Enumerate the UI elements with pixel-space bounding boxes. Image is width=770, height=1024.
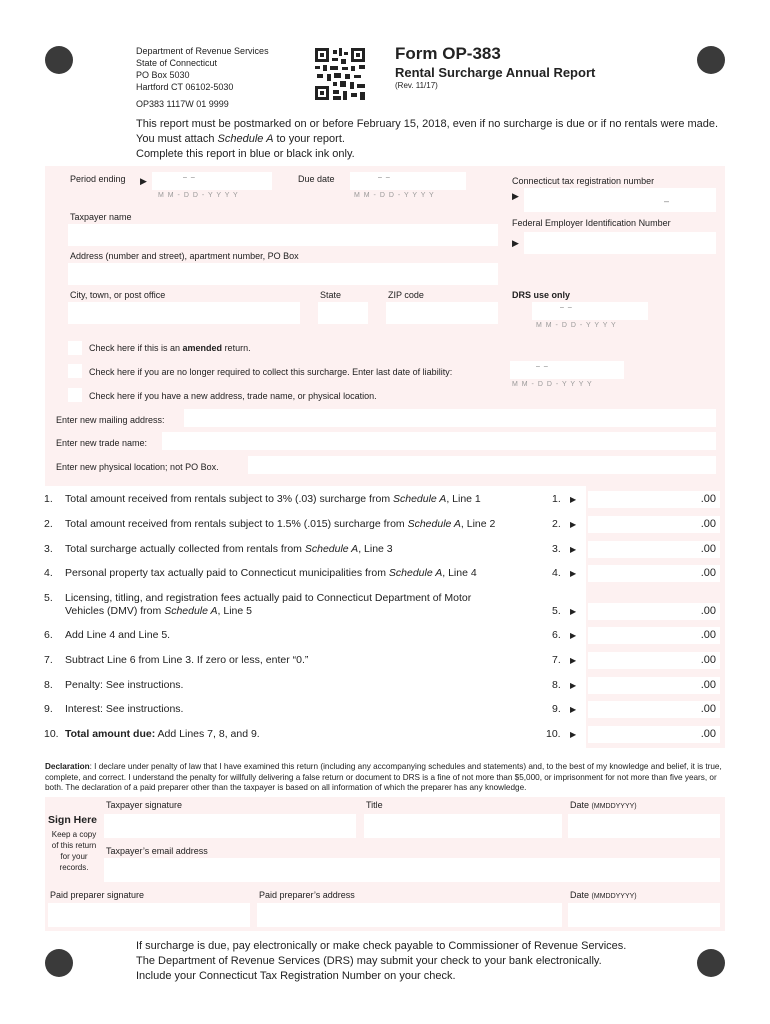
last-liability-date-input[interactable]: [510, 361, 624, 379]
preparer-address-label: Paid preparer’s address: [259, 890, 355, 900]
line-ref: 5.: [552, 605, 561, 617]
line-5-label: Licensing, titling, and registration fees actually paid to Connecticut Department of Motor: [65, 592, 472, 604]
keep-copy-line: of this return: [51, 841, 97, 850]
date-text: Date: [570, 800, 590, 810]
keep-copy-line: Keep a copy: [51, 830, 97, 839]
check-text: return.: [222, 343, 251, 353]
new-physical-label: Enter new physical location; not PO Box.: [56, 462, 219, 472]
amended-checkbox[interactable]: [68, 341, 82, 355]
dept-address: [136, 45, 269, 93]
state-input[interactable]: [318, 302, 368, 324]
line-2-label: [65, 518, 495, 530]
date-dashes: – –: [183, 174, 196, 181]
check-text: Check here if this is an: [89, 343, 183, 353]
line-ref: 10.: [546, 728, 561, 740]
line-text: Vehicles (DMV) from: [65, 605, 165, 617]
date-label: [570, 800, 637, 810]
footer-line: The Department of Revenue Services (DRS) may submit your check to your bank electronically.: [136, 955, 602, 967]
date-dashes: – –: [536, 363, 549, 370]
registration-mark-top-left: [45, 46, 73, 74]
revision: (Rev. 11/17): [395, 81, 438, 90]
keep-copy-line: for your: [60, 852, 88, 861]
keep-copy-note: [46, 829, 102, 873]
arrow-icon: ▶: [140, 176, 147, 186]
line-1-amount[interactable]: .00: [588, 491, 720, 508]
declaration-text: : I declare under penalty of law that I have examined this return (including any accompanying schedules and statements) and, to the best of my knowledge and belief, it is true, complete, and correct. I understand the penalty for willfully delivering a false return or document to DRS is a fine of not more than $5,000, or imprisonment for not more than five years, or both. The declaration of a paid preparer other than the taxpayer is based on all information of which the preparer has any knowledge.: [45, 762, 722, 792]
line-7-label: Subtract Line 6 from Line 3. If zero or less, enter “0.”: [65, 654, 309, 666]
new-mailing-label: Enter new mailing address:: [56, 415, 165, 425]
arrow-icon: ▶: [570, 631, 577, 640]
ct-registration-input[interactable]: [524, 188, 716, 212]
registration-mark-bottom-right: [697, 949, 725, 977]
dept-line: Department of Revenue Services: [136, 46, 269, 56]
arrow-icon: ▶: [570, 569, 577, 578]
instruction-text: You must attach: [136, 133, 218, 145]
schedule-a-ref: Schedule A: [388, 567, 443, 579]
footer-line: If surcharge is due, pay electronically or make check payable to Commissioner of Revenue Services.: [136, 940, 627, 952]
title-input[interactable]: [364, 814, 562, 838]
email-input[interactable]: [104, 858, 720, 882]
preparer-address-input[interactable]: [257, 903, 562, 927]
arrow-icon: ▶: [570, 705, 577, 714]
line-9-label: Interest: See instructions.: [65, 703, 184, 715]
keep-copy-line: records.: [59, 863, 89, 872]
footer: [136, 939, 626, 984]
line-3-label: [65, 543, 393, 555]
city-input[interactable]: [68, 302, 300, 324]
dept-line: State of Connecticut: [136, 58, 218, 68]
title-label: Title: [366, 800, 383, 810]
line-text: , Line 2: [460, 518, 496, 530]
drs-date-input[interactable]: [532, 302, 648, 320]
line-ref: 2.: [552, 518, 561, 530]
drs-use-label: DRS use only: [512, 290, 571, 300]
line-number: 6.: [44, 629, 53, 641]
line-10-amount[interactable]: .00: [588, 726, 720, 743]
new-address-label: Check here if you have a new address, trade name, or physical location.: [89, 391, 377, 401]
arrow-icon: ▶: [570, 681, 577, 690]
line-ref: 7.: [552, 654, 561, 666]
due-date-label: Due date: [298, 174, 335, 184]
schedule-a-ref: Schedule A: [392, 493, 447, 505]
line-number: 1.: [44, 493, 53, 505]
city-label: City, town, or post office: [70, 290, 166, 300]
period-ending-input[interactable]: [152, 172, 272, 190]
line-4-amount[interactable]: .00: [588, 565, 720, 582]
arrow-icon: ▶: [570, 495, 577, 504]
instructions: [136, 117, 718, 162]
line-text: Add Lines 7, 8, and 9.: [155, 728, 260, 740]
arrow-icon: ▶: [570, 607, 577, 616]
date-format: (MMDDYYYY): [591, 893, 637, 900]
line-text: Total surcharge actually collected from rentals from: [65, 543, 305, 555]
line-10-label: [65, 728, 260, 740]
line-text: Personal property tax actually paid to Connecticut municipalities from: [65, 567, 389, 579]
instruction-line: This report must be postmarked on or before February 15, 2018, even if no surcharge is due or if no rentals were made.: [136, 118, 719, 130]
arrow-icon: ▶: [570, 730, 577, 739]
new-trade-label: Enter new trade name:: [56, 438, 148, 448]
no-longer-required-checkbox[interactable]: [68, 364, 82, 378]
arrow-icon: ▶: [512, 238, 519, 248]
date-format-hint: M M - D D - Y Y Y Y: [158, 192, 239, 199]
amended-label: [89, 343, 251, 353]
declaration: [45, 762, 727, 794]
dash-separator: –: [664, 196, 670, 206]
zip-input[interactable]: [386, 302, 498, 324]
line-3-amount[interactable]: .00: [588, 541, 720, 558]
taxpayer-name-label: Taxpayer name: [70, 212, 132, 222]
line-number: 8.: [44, 679, 53, 691]
zip-label: ZIP code: [388, 290, 424, 300]
dept-line: PO Box 5030: [136, 70, 190, 80]
line-text: , Line 5: [217, 605, 252, 617]
date-dashes: – –: [378, 174, 391, 181]
amended-bold: amended: [182, 343, 223, 353]
line-6-label: Add Line 4 and Line 5.: [65, 629, 171, 641]
taxpayer-signature-input[interactable]: [104, 814, 356, 838]
line-number: 3.: [44, 543, 53, 555]
preparer-date-input[interactable]: [568, 903, 720, 927]
address-input[interactable]: [68, 263, 498, 285]
preparer-signature-label: Paid preparer signature: [50, 890, 145, 900]
line-4-label: [65, 567, 477, 579]
date-dashes: – –: [560, 304, 573, 311]
arrow-icon: ▶: [570, 656, 577, 665]
date-format-hint: M M - D D - Y Y Y Y: [536, 322, 617, 329]
line-6-amount[interactable]: .00: [588, 627, 720, 644]
period-ending-label: Period ending: [70, 174, 126, 184]
line-9-amount[interactable]: .00: [588, 701, 720, 718]
line-number: 9.: [44, 703, 53, 715]
preparer-date-label: [570, 890, 637, 900]
line-number: 10.: [44, 728, 59, 740]
email-label: Taxpayer’s email address: [106, 846, 208, 856]
line-text: Total amount received from rentals subject to 1.5% (.015) surcharge from: [65, 518, 408, 530]
taxpayer-name-input[interactable]: [68, 224, 498, 246]
line-8-amount[interactable]: .00: [588, 677, 720, 694]
line-5-label-cont: [65, 605, 252, 617]
qr-code-icon: [315, 48, 365, 100]
declaration-label: Declaration: [45, 762, 90, 771]
date-text: Date: [570, 890, 590, 900]
sign-here: Sign Here: [48, 814, 98, 826]
arrow-icon: ▶: [570, 545, 577, 554]
line-text: , Line 1: [446, 493, 481, 505]
dept-line: Hartford CT 06102-5030: [136, 82, 234, 92]
footer-line: Include your Connecticut Tax Registration Number on your check.: [136, 970, 456, 982]
schedule-a-ref: Schedule A: [217, 133, 274, 145]
state-label: State: [320, 290, 342, 300]
total-due-bold: Total amount due:: [65, 728, 156, 740]
line-5-amount[interactable]: .00: [588, 603, 720, 620]
new-physical-input[interactable]: [248, 456, 716, 474]
line-number: 7.: [44, 654, 53, 666]
registration-mark-top-right: [697, 46, 725, 74]
taxpayer-date-input[interactable]: [568, 814, 720, 838]
form-title: Form OP-383: [395, 44, 501, 63]
new-mailing-input[interactable]: [184, 409, 716, 427]
ct-registration-label: Connecticut tax registration number: [512, 176, 655, 186]
form-code: OP383 1117W 01 9999: [136, 99, 229, 109]
line-7-amount[interactable]: .00: [588, 652, 720, 669]
new-trade-input[interactable]: [162, 432, 716, 450]
line-ref: 6.: [552, 629, 561, 641]
date-format-hint: M M - D D - Y Y Y Y: [354, 192, 435, 199]
new-address-checkbox[interactable]: [68, 388, 82, 402]
due-date-input[interactable]: [350, 172, 466, 190]
line-number: 5.: [44, 592, 53, 604]
taxpayer-signature-label: Taxpayer signature: [106, 800, 183, 810]
line-number: 2.: [44, 518, 53, 530]
address-label: Address (number and street), apartment number, PO Box: [70, 251, 299, 261]
registration-mark-bottom-left: [45, 949, 73, 977]
date-format: (MMDDYYYY): [591, 803, 637, 810]
line-1-label: [65, 493, 481, 505]
instruction-text: to your report.: [273, 133, 345, 145]
line-ref: 1.: [552, 493, 561, 505]
fein-label: Federal Employer Identification Number: [512, 218, 671, 228]
line-text: , Line 3: [358, 543, 393, 555]
preparer-signature-input[interactable]: [48, 903, 250, 927]
instruction-line: [136, 132, 718, 147]
date-format-hint: M M - D D - Y Y Y Y: [512, 381, 593, 388]
fein-input[interactable]: [524, 232, 716, 254]
line-8-label: Penalty: See instructions.: [65, 679, 184, 691]
line-ref: 4.: [552, 567, 561, 579]
line-number: 4.: [44, 567, 53, 579]
line-text: , Line 4: [442, 567, 477, 579]
arrow-icon: ▶: [512, 191, 519, 201]
line-ref: 8.: [552, 679, 561, 691]
form-subtitle: Rental Surcharge Annual Report: [395, 65, 596, 80]
line-text: Total amount received from rentals subject to 3% (.03) surcharge from: [65, 493, 393, 505]
schedule-a-ref: Schedule A: [304, 543, 359, 555]
schedule-a-ref: Schedule A: [164, 605, 218, 617]
line-ref: 9.: [552, 703, 561, 715]
line-ref: 3.: [552, 543, 561, 555]
arrow-icon: ▶: [570, 520, 577, 529]
schedule-a-ref: Schedule A: [407, 518, 461, 530]
no-longer-required-label: Check here if you are no longer required to collect this surcharge. Enter last date of liability:: [89, 367, 453, 377]
line-2-amount[interactable]: .00: [588, 516, 720, 533]
instruction-line: Complete this report in blue or black ink only.: [136, 148, 355, 160]
